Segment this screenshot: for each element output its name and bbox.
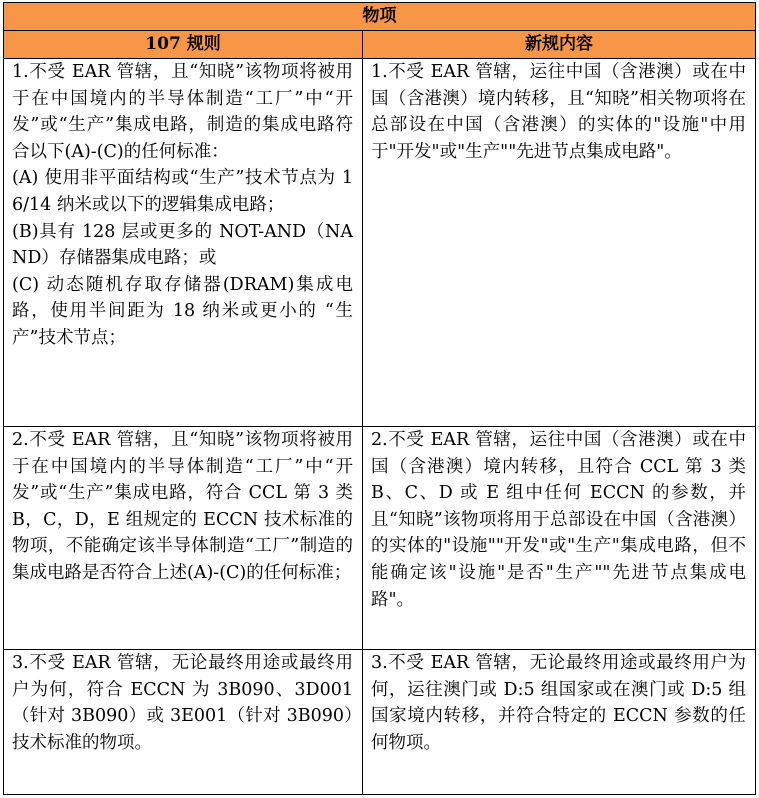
row-3-rule-107 [4,650,363,795]
paragraph: 2.不受 EAR 管辖，且“知晓”该物项将被用于在中国境内的半导体制造“工厂”中“开发”或“生产”集成电路，符合 CCL 第 3 类 B，C，D，E 组规定的 ECCN 技术标准的物项，不能确定该半导体制造“工厂”制造的集成电路是否符合上述(A)-(C)的任何标准； [12,430,353,583]
table-row [4,650,756,795]
table-title: 物项 [4,3,756,31]
row-1-new-rule [363,59,756,427]
paragraph: (A) 使用非平面结构或“生产”技术节点为 16/14 纳米或以下的逻辑集成电路； [12,168,353,215]
paragraph: (C) 动态随机存取存储器(DRAM)集成电路，使用半间距为 18 纳米或更小的 “生产”技术节点； [12,274,353,348]
paragraph: 2.不受 EAR 管辖，运往中国（含港澳）或在中国（含港澳）境内转移，且符合 CCL 第 3 类 B、C、D 或 E 组中任何 ECCN 的参数，并且“知晓”该物项将用于总部设在中国（含港澳）的实体的"设施""开发"或"生产"集成电路，但不能确定该"设施"是否"生产""先进节点集成电路"。 [371,430,746,610]
paragraph: 3.不受 EAR 管辖，无论最终用途或最终用户为何，符合 ECCN 为 3B090、3D001（针对 3B090）或 3E001（针对 3B090）技术标准的物项。 [12,653,353,753]
row-3-new-rule [363,650,756,795]
paragraph: 1.不受 EAR 管辖，运往中国（含港澳）或在中国（含港澳）境内转移，且“知晓”相关物项将在总部设在中国（含港澳）的实体的"设施"中用于"开发"或"生产""先进节点集成电路"。 [371,62,746,162]
header-row [4,31,756,59]
row-2-rule-107 [4,427,363,650]
header-rule-107: 107 规则 [4,31,363,59]
table-row [4,59,756,427]
paragraph: 3.不受 EAR 管辖，无论最终用途或最终用户为何，运往澳门或 D:5 组国家或在澳门或 D:5 组国家境内转移，并符合特定的 ECCN 参数的任何物项。 [371,653,746,753]
comparison-table [3,2,756,795]
table-row [4,427,756,650]
paragraph: 1.不受 EAR 管辖，且“知晓”该物项将被用于在中国境内的半导体制造“工厂”中“开发”或“生产”集成电路，制造的集成电路符合以下(A)-(C)的任何标准： [12,62,353,162]
title-row [4,3,756,31]
paragraph: (B)具有 128 层或更多的 NOT-AND（NAND）存储器集成电路；或 [12,221,353,269]
row-1-rule-107 [4,59,363,427]
header-new-rule: 新规内容 [363,31,756,59]
row-2-new-rule [363,427,756,650]
